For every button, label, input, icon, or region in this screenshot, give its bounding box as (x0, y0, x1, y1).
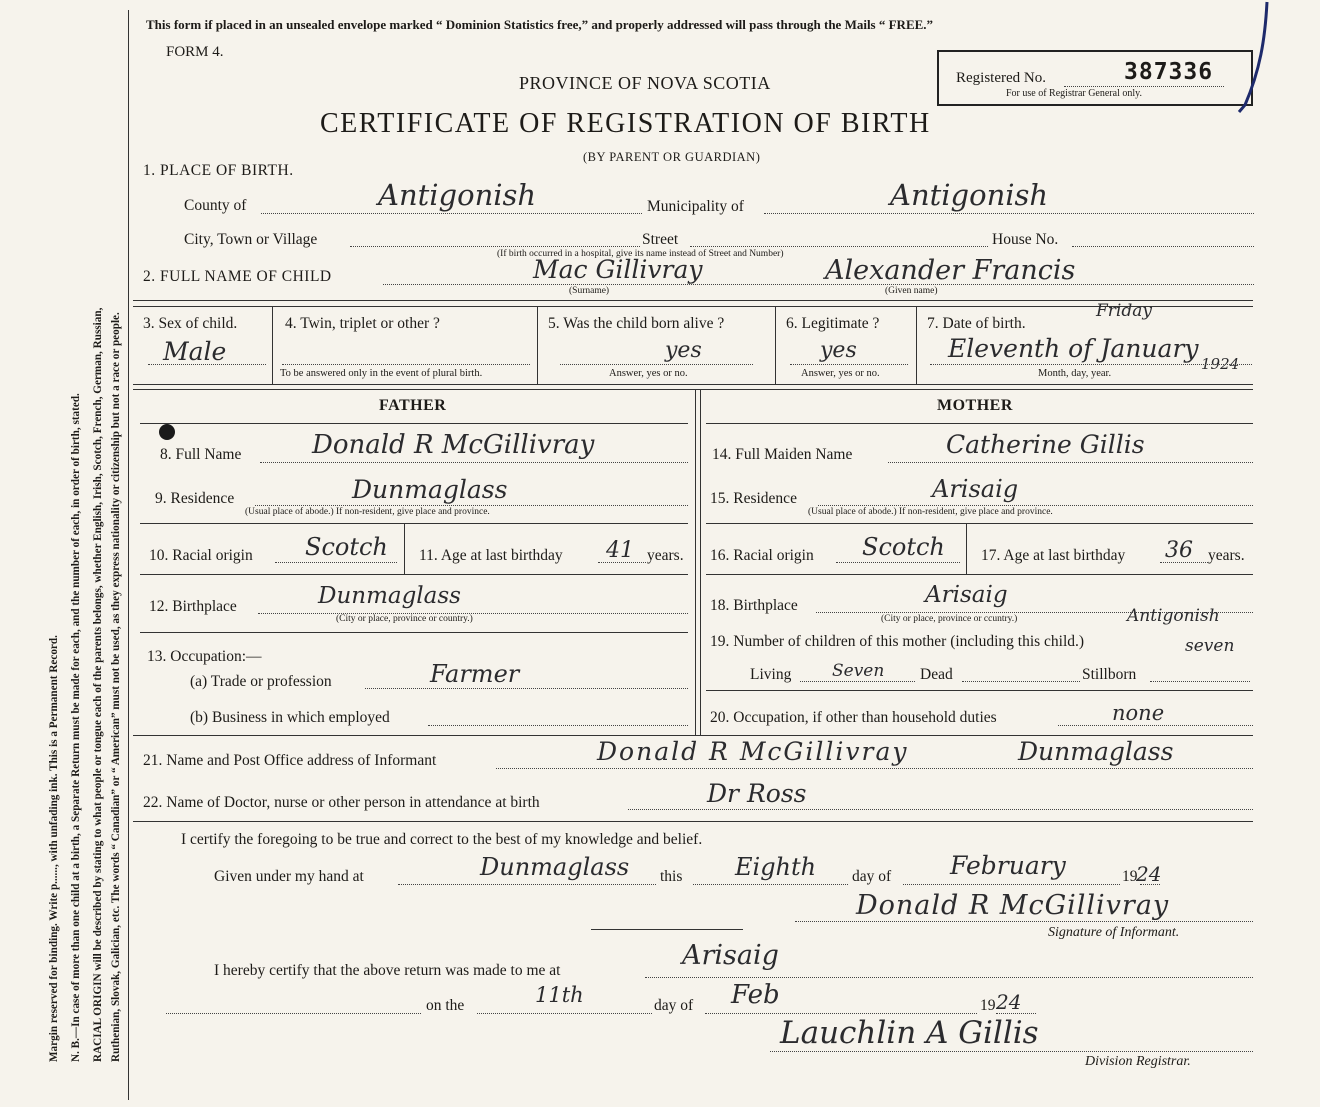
twin-label: 4. Twin, triplet or other ? (285, 315, 440, 332)
father-residence-label: 9. Residence (155, 490, 235, 507)
mother-birthplace-caption: (City or place, province or ccuntry.) (881, 614, 1018, 624)
registrar-statement: I hereby certify that the above return was made to me at (214, 962, 561, 979)
father-birthplace-value: Dunmaglass (318, 583, 461, 609)
father-birthplace-caption: (City or place, province or country.) (336, 614, 473, 624)
mother-heading: MOTHER (937, 397, 1013, 414)
certify-day-of-label: day of (852, 868, 892, 885)
mother-occupation-label: 20. Occupation, if other than household duties (710, 709, 997, 726)
page-subtitle: (BY PARENT OR GUARDIAN) (583, 150, 761, 164)
child-given-name: Alexander Francis (825, 255, 1076, 286)
mother-name-label: 14. Full Maiden Name (712, 446, 853, 463)
certify-year-prefix: 19 (1122, 868, 1138, 885)
child-name-label: 2. FULL NAME OF CHILD (143, 268, 332, 285)
father-age-label: 11. Age at last birthday (419, 547, 563, 564)
given-place: Dunmaglass (480, 853, 630, 881)
mother-birthplace-value: Arisaig (925, 582, 1008, 608)
mother-birthplace-label: 18. Birthplace (710, 597, 798, 614)
place-section-label: 1. PLACE OF BIRTH. (143, 162, 294, 179)
mother-birthplace-note: Antigonish (1127, 606, 1220, 626)
father-residence-value: Dunmaglass (352, 475, 508, 504)
legitimate-value: yes (820, 338, 857, 363)
dob-caption: Month, day, year. (1038, 368, 1112, 379)
dead-label: Dead (920, 666, 953, 683)
mother-racial-value: Scotch (862, 533, 945, 561)
informant-signature-caption: Signature of Informant. (1048, 925, 1180, 940)
mother-racial-label: 16. Racial origin (710, 547, 814, 564)
margin-notes (40, 12, 130, 1097)
margin-note-1: Margin reserved for binding. Write p......, with unfading ink. This is a Permanent Record. (48, 635, 60, 1062)
registrar-day-of-label: day of (654, 997, 694, 1014)
father-trade-label: (a) Trade or profession (190, 673, 332, 690)
mother-name-value: Catherine Gillis (946, 430, 1145, 459)
mother-children-label: 19. Number of children of this mother (including this child.) (710, 633, 1085, 650)
registrar-place: Arisaig (682, 940, 779, 971)
municipality-value: Antigonish (890, 178, 1049, 212)
mother-occupation-value: none (1112, 701, 1165, 725)
legitimate-caption: Answer, yes or no. (801, 368, 880, 379)
stillborn-label: Stillborn (1082, 666, 1137, 683)
page-title: CERTIFICATE OF REGISTRATION OF BIRTH (320, 108, 931, 139)
dob-value: Eleventh of January (948, 334, 1199, 363)
father-age-value: 41 (606, 538, 634, 563)
registered-label: Registered No. (956, 70, 1046, 86)
father-birthplace-label: 12. Birthplace (149, 598, 237, 615)
given-name-caption: (Given name) (885, 286, 938, 296)
margin-rule (128, 10, 129, 1100)
registrar-on-label: on the (426, 997, 465, 1014)
registrar-year-prefix: 19 (980, 997, 996, 1014)
informant-address: Dunmaglass (1018, 737, 1174, 766)
street-label: Street (642, 231, 679, 248)
alive-caption: Answer, yes or no. (609, 368, 688, 379)
father-business-label: (b) Business in which employed (190, 709, 390, 726)
county-value: Antigonish (378, 178, 537, 212)
father-age-unit: years. (647, 547, 684, 564)
alive-value: yes (665, 338, 702, 363)
registrar-year: 24 (996, 990, 1022, 1014)
house-label: House No. (992, 231, 1059, 248)
father-trade-value: Farmer (430, 660, 520, 688)
dob-year: 1924 (1201, 355, 1240, 373)
registered-number: 387336 (1124, 59, 1214, 85)
living-value: Seven (832, 661, 885, 681)
doctor-label: 22. Name of Doctor, nurse or other person in attendance at birth (143, 794, 540, 811)
father-residence-caption: (Usual place of abode.) If non-resident, give place and province. (245, 507, 490, 517)
father-name-label: 8. Full Name (160, 446, 242, 463)
mother-residence-value: Arisaig (932, 475, 1019, 503)
sex-label: 3. Sex of child. (143, 315, 238, 332)
certify-year: 24 (1136, 862, 1162, 886)
father-occupation-label: 13. Occupation:— (147, 648, 262, 665)
registration-box (937, 50, 1253, 106)
province-heading: PROVINCE OF NOVA SCOTIA (519, 73, 771, 93)
doctor-value: Dr Ross (707, 779, 807, 808)
dob-label: 7. Date of birth. (927, 315, 1026, 332)
city-label: City, Town or Village (184, 231, 318, 248)
county-label: County of (184, 197, 247, 214)
surname-caption: (Surname) (569, 286, 610, 296)
legitimate-label: 6. Legitimate ? (786, 315, 880, 332)
mother-children-value: seven (1185, 636, 1235, 656)
margin-note-2: N. B.—In case of more than one child at a birth, a Separate Return must be made for each, and the number of each, in order of birth, stated. (70, 393, 82, 1062)
informant-name: Donald R McGillivray (597, 737, 909, 766)
registrar-caption: Division Registrar. (1085, 1054, 1191, 1069)
child-surname: Mac Gillivray (533, 255, 703, 284)
registrar-day: 11th (535, 983, 584, 1007)
informant-signature: Donald R McGillivray (856, 890, 1170, 921)
registrar-signature: Lauchlin A Gillis (780, 1015, 1039, 1051)
father-name-value: Donald R McGillivray (312, 430, 595, 460)
municipality-label: Municipality of (647, 198, 744, 215)
twin-caption: To be answered only in the event of plural birth. (280, 368, 483, 379)
pen-stroke-mark (1215, 0, 1275, 120)
registrar-month: Feb (731, 980, 780, 1010)
given-label: Given under my hand at (214, 868, 364, 885)
form-number: FORM 4. (166, 44, 224, 60)
hospital-note: (If birth occurred in a hospital, give its name instead of Street and Number) (497, 249, 784, 259)
this-label: this (660, 868, 683, 885)
mother-age-value: 36 (1165, 538, 1193, 563)
certify-month: February (950, 851, 1066, 880)
mother-residence-label: 15. Residence (710, 490, 797, 507)
margin-note-4: Ruthenian, Slovak, Galician, etc. The words “ Canadian” or “ American” must not be used, as they express nationality or citizenship but not a race or people. (110, 312, 122, 1062)
sex-value: Male (163, 337, 227, 366)
ink-blot (155, 420, 181, 444)
father-racial-label: 10. Racial origin (149, 547, 253, 564)
mother-residence-caption: (Usual place of abode.) If non-resident, give place and province. (808, 507, 1053, 517)
mother-age-unit: years. (1208, 547, 1245, 564)
living-label: Living (750, 666, 792, 683)
father-heading: FATHER (379, 397, 447, 414)
certify-statement: I certify the foregoing to be true and correct to the best of my knowledge and belief. (181, 831, 703, 848)
certify-day: Eighth (735, 853, 817, 881)
mother-age-label: 17. Age at last birthday (981, 547, 1126, 564)
margin-note-3: RACIAL ORIGIN will be described by stating to what people or tongue each of the parents belongs, whether English, Irish, Scotch, French, German, Russian, (92, 307, 104, 1062)
informant-label: 21. Name and Post Office address of Informant (143, 752, 437, 769)
alive-label: 5. Was the child born alive ? (548, 315, 725, 332)
father-racial-value: Scotch (305, 533, 388, 561)
dob-weekday: Friday (1096, 301, 1152, 321)
mail-note: This form if placed in an unsealed envelope marked “ Dominion Statistics free,” and properly addressed will pass through the Mails “ FREE.” (146, 17, 934, 32)
registrar-note: For use of Registrar General only. (1006, 88, 1142, 99)
